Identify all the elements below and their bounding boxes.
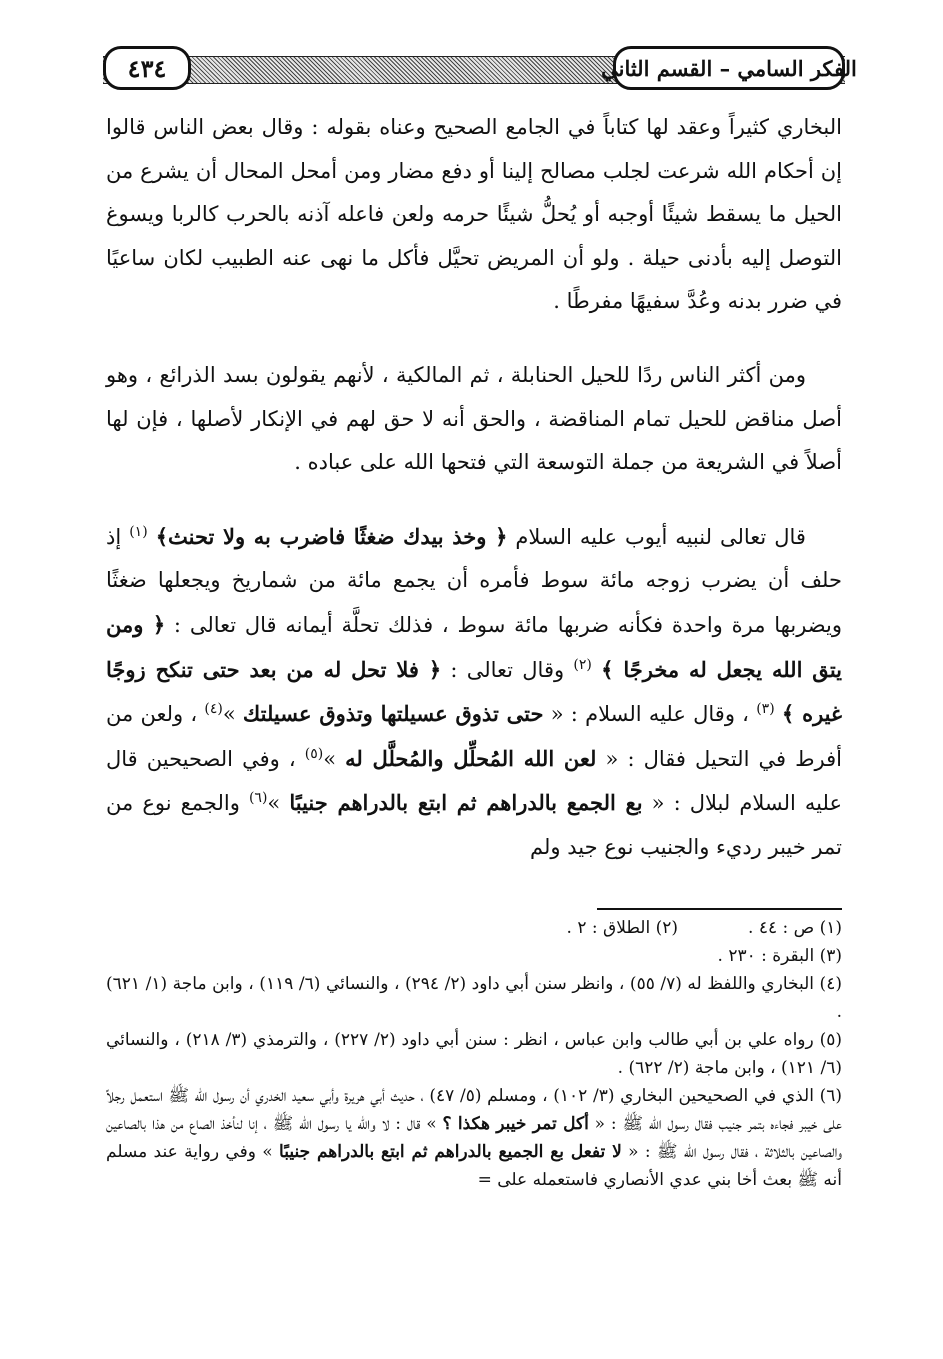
text-span: » — [222, 702, 243, 727]
footnote-separator — [597, 908, 842, 910]
footnote-ref: (٤) — [204, 701, 223, 718]
text-span: قال تعالى لنبيه أيوب عليه السلام — [507, 524, 806, 549]
footnote-4: (٤) البخاري واللفظ له (٧/ ٥٥) ، وانظر سنن أبي داود (٢/ ٢٩٤) ، والنسائي (٦/ ١١٩) ، وابن ماجة (١/ ٦٢١) . — [106, 974, 842, 1022]
footnotes — [106, 914, 842, 1194]
text-span: إذ حلف أن يضرب زوجه مائة سوط فأمره أن يجمع مائة من شماريخ ويجعلها ضغثًا ويضربها مرة واحدة فكأنه ضربها مائة سوط ، فذلك تحلَّة أيمانه قال تعالى : — [106, 524, 842, 637]
text-span: » — [267, 791, 290, 816]
text-span: ، وقال عليه السلام : « — [543, 702, 757, 727]
quran-quote: ﴿ ومن يتق الله يجعل له مخرجًا ﴾ — [106, 611, 843, 682]
footnote-ref: (٢) — [573, 656, 592, 673]
hadith-quote: أكل تمر خيبر هكذا ؟ — [442, 1114, 589, 1134]
footnote-3: (٣) البقرة : ٢٣٠ . — [717, 946, 842, 966]
text-span: » وفي رواية عند مسلم أنه ﷺ بعث أخا بني عدي الأنصاري فاستعمله على = — [106, 1142, 842, 1190]
footnote-ref: (٦) — [248, 790, 268, 807]
text-span: وقال تعالى : — [441, 657, 574, 682]
paragraph-3 — [106, 515, 842, 870]
paragraph-2: ومن أكثر الناس ردًا للحيل الحنابلة ، ثم المالكية ، لأنهم يقولون بسد الذرائع ، وهو أصل مناقض للحيل تمام المناقضة ، والحق أنه لا حق لهم في الإنكار لأصلها ، فإن لها أصلاً في الشريعة من جملة التوسعة التي فتحها الله على عباده . — [106, 362, 842, 475]
footnote-ref: (١) — [129, 523, 148, 540]
paragraph-1: البخاري كثيراً وعقد لها كتاباً في الجامع الصحيح وعناه بقوله : وقال بعض الناس قالوا إن أحكام الله شرعت لجلب مصالح إلينا أو دفع مضار ومن أمحل المحال أن يشرع من الحيل ما يسقط شيئًا أوجبه أو يُحلُّ شيئًا حرمه ولعن فاعله آذنه بالحرب كالربا ويسوغ التوصل إليه بأدنى حيلة . ولو أن المريض تحيَّل فأكل ما نهى عنه الطبيب لكان ساعيًا في ضرر بدنه وعُدَّ سفيهًا مفرطًا . — [106, 115, 842, 314]
page-header — [103, 44, 857, 94]
hadith-quote: بع الجمع بالدراهم ثم ابتع بالدراهم جنيبًا — [289, 790, 643, 816]
page-number: ٤٣٤ — [103, 46, 191, 90]
footnote-ref: (٥) — [304, 745, 324, 762]
running-title: الفكر السامي – القسم الثاني — [613, 46, 845, 90]
hadith-quote: حتى تذوق عسيلتها وتذوق عسيلتك — [242, 701, 544, 727]
footnote-row — [106, 914, 842, 942]
hadith-quote: لعن الله المُحلِّل والمُحلَّل له — [345, 745, 597, 771]
footnote-2: (٢) الطلاق : ٢ . — [566, 918, 679, 938]
text-span: ، وفي الصحيحين قال عليه السلام لبلال : « — [106, 746, 843, 816]
footnote-6 — [106, 1082, 842, 1194]
footnote-ref: (٣) — [756, 701, 775, 718]
quran-quote: ﴿ وخذ بيدك ضغثًا فاضرب به ولا تحنث﴾ — [155, 523, 508, 549]
main-text — [106, 106, 842, 900]
footnote-1: (١) ص : ٤٤ . — [748, 918, 842, 938]
text-span: (٦) الذي في الصحيحين البخاري (٣/ ١٠٢) ، ومسلم (٥/ ٤٧) ، حديث أبي هريرة وأبي سعيد الخدري أن رسول الله ﷺ استعمل رجلاً على خيبر فجاءه بتمر جنيب فقال رسول الله ﷺ : « — [106, 1086, 842, 1134]
quran-quote: ﴿ فلا تحل له من بعد حتى تنكح زوجًا غيره ﴾ — [106, 656, 842, 727]
text-span: ، ولعن من أفرط في التحيل فقال : « — [106, 702, 843, 771]
text-span: » — [323, 746, 346, 771]
footnote-5: (٥) رواه علي بن أبي طالب وابن عباس ، انظر : سنن أبي داود (٢/ ٢٢٧) ، والترمذي (٣/ ٢١٨) ، والنسائي (٦/ ١٢١) ، وابن ماجة (٢/ ٦٢٢) . — [106, 1030, 842, 1078]
hadith-quote: لا تفعل بع الجميع بالدراهم ثم ابتع بالدراهم جنيبًا — [279, 1142, 622, 1162]
text-span: والجمع نوع من تمر خيبر رديء والجنيب نوع جيد ولم — [106, 791, 842, 859]
text-span: » قال : لا والله يا رسول الله ﷺ ، إنا لنأخذ الصاع من هذا بالصاعين والصاعين بالثلاثة ، فقال رسول الله ﷺ : « — [106, 1114, 842, 1162]
